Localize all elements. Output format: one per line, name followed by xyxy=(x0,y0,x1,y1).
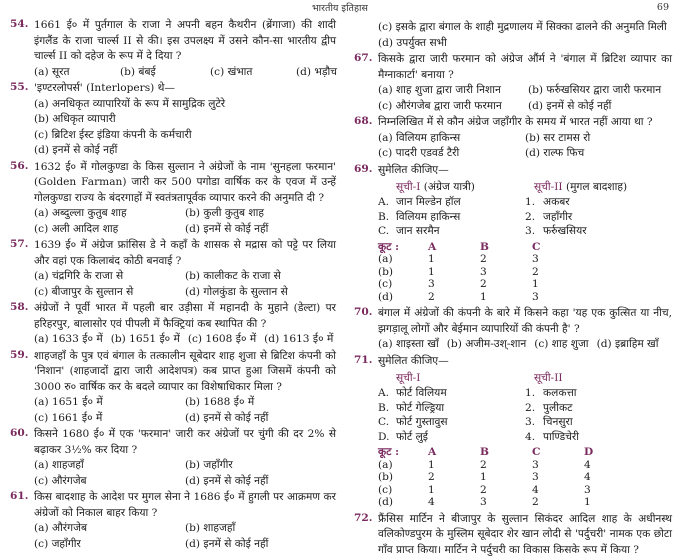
question-66-continuation xyxy=(354,20,672,51)
question-text: शाहजहाँ के पुत्र एवं बंगाल के तत्कालीन सूबेदार शाह शुजा से ब्रिटिश कंपनी को 'निशान' (शाहजादों द्वारा जारी आदेशपत्र) कब प्राप्त हुआ जिसमें कंपनी को 3000 रु० वार्षिक कर के बदले व्यापार का विशेषाधिकार मिला ? xyxy=(34,349,336,393)
question-number: 57. xyxy=(10,238,29,250)
question-60 xyxy=(10,427,336,489)
option-a: (a) 1651 ई० में xyxy=(34,396,103,408)
options xyxy=(34,97,336,159)
code-row-c: (c) 3 2 1 xyxy=(378,278,539,290)
match-header xyxy=(378,180,672,195)
option-d: (d) इनमें से कोई नहीं xyxy=(34,144,118,156)
option-a: (a) चंद्रगिरि के राजा से xyxy=(34,270,124,282)
code-table xyxy=(378,241,672,304)
options xyxy=(378,337,672,353)
option-b: (b) अजीम-उश्-शान xyxy=(446,338,527,350)
option-b: (b) बंबई xyxy=(120,65,156,78)
question-text: किस बादशाह के आदेश पर मुगल सेना ने 1686 ई० में हुगली पर आक्रमण कर अंग्रेजों को निकाल बाहर किया ? xyxy=(34,491,336,519)
option-c: (c) औरंगजेब द्वारा जारी फरमान xyxy=(378,99,502,112)
match-row-left: A. फोर्ट विलियम xyxy=(378,387,447,399)
list-1-subheading: (अंग्रेज यात्री) xyxy=(423,181,475,193)
match-row-right: 2. पुलीकट xyxy=(525,401,573,414)
options xyxy=(34,206,336,237)
match-row-right: 3. चिनसुरा xyxy=(525,416,573,428)
question-number: 67. xyxy=(354,52,373,64)
option-d: (d) इब्राहिम खाँ xyxy=(596,338,659,350)
options xyxy=(378,83,672,114)
page-header xyxy=(0,0,681,14)
right-column xyxy=(354,20,672,559)
question-number: 58. xyxy=(10,301,29,313)
list-1-heading: सूची-I xyxy=(396,181,421,193)
option-a: (a) अब्दुल्ला कुतुब शाह xyxy=(34,207,127,219)
question-text: 'इण्टरलोपर्स' (Interlopers) थे— xyxy=(34,82,175,94)
option-d: (d) इनमें से कोई नहीं xyxy=(185,474,269,487)
option-a: (a) शाइस्ता खाँ xyxy=(378,338,439,350)
option-d: (d) राल्फ फिच xyxy=(525,147,585,159)
option-b: (b) शाहजहाँ xyxy=(185,522,236,534)
match-row-right: 1. अकबर xyxy=(525,196,570,208)
list-2-heading: सूची-II xyxy=(534,181,563,193)
question-58 xyxy=(10,301,336,348)
question-text: 1632 ई० में गोलकुण्डा के किस सुल्तान ने अंग्रेजों के नाम 'सुनहला फरमान' (Golden Farman) जारी कर 500 पगोडा वार्षिक कर के एवज में उन्हें गोलकुण्डा राज्य के बंदरगाहों में स्वतंत्रतापूर्वक व्यापार करने की अनुमति दी ? xyxy=(34,160,336,204)
option-c: (c) बीजापुर के सुल्तान से xyxy=(34,285,134,298)
option-a: (a) सूरत xyxy=(34,65,70,78)
question-text: किसके द्वारा जारी फरमान को अंग्रेज औंर्म ने 'बंगाल में ब्रिटिश व्यापार का मैग्नाकार्टा' बनाया ? xyxy=(378,53,672,81)
question-text: किसने 1680 ई० में एक 'फरमान' जारी कर अंग्रेजों पर चुंगी की दर 2% से बढ़ाकर 3½% कर दिया ? xyxy=(34,428,336,456)
option-a: (a) अनधिकृत व्यापारियों के रूप में सामुद्रिक लुटेरे xyxy=(34,97,226,110)
question-71 xyxy=(354,354,672,509)
option-c: (c) अली आदिल शाह xyxy=(34,222,119,235)
code-row-b: (b) 1 3 2 xyxy=(378,265,539,278)
match-row-left: D. फोर्ट लुई xyxy=(378,430,429,443)
left-column xyxy=(10,18,336,553)
option-b: (b) जहाँगीर xyxy=(185,459,233,471)
question-text: अंग्रेजों ने पूर्वी भारत में पहली बार उड़ीसा में महानदी के मुहाने (डेल्टा) पर हरिहरपुर, बालासोर एवं पीपली में फैक्ट्रियां कब स्थापित की ? xyxy=(34,302,336,330)
code-header: कूट : A B C xyxy=(378,240,541,253)
code-header: कूट : A B C D xyxy=(378,446,594,458)
question-number: 68. xyxy=(354,115,373,127)
question-number: 54. xyxy=(10,18,29,30)
question-number: 69. xyxy=(354,162,373,175)
question-number: 60. xyxy=(10,427,29,439)
question-number: 56. xyxy=(10,159,29,172)
option-b: (b) कुली कुतुब शाह xyxy=(185,207,265,219)
question-number: 72. xyxy=(354,511,373,524)
option-d: (d) उपर्युक्त सभी xyxy=(378,36,447,49)
option-d: (d) भड़ौच xyxy=(296,65,338,78)
question-text: फ्रैंसिस मार्टिन ने बीजापुर के सुल्तान सिकंदर आदिल शाह के अधीनस्थ वलिकोण्डपुरम के मुस्लिम सूबेदार शेर खान लोदी से 'पर्दुचरी' नामक एक छोटा गाँव प्राप्त किया। मार्टिन ने पर्दुचरी का विकास किसके रूप में किया ? xyxy=(378,512,672,556)
list-1-heading: सूची-I xyxy=(396,372,421,384)
options xyxy=(34,521,336,552)
list-2-subheading: (मुगल बादशाह) xyxy=(565,181,628,193)
option-c: (c) औरंगजेब xyxy=(34,474,87,487)
option-a: (a) शाहजहाँ xyxy=(34,459,84,471)
question-number: 59. xyxy=(10,348,29,361)
option-d: (d) इनमें से कोई नहीं xyxy=(185,411,269,424)
option-c: (c) जहाँगीर xyxy=(34,537,81,550)
question-text: 1661 ई० में पुर्तगाल के राजा ने अपनी बहन कैथरीन (ब्रेंगाजा) की शादी इंगलैंड के राजा चार्ल्स II से की। इस उपलक्ष्य में उसने कौन-सा भारतीय द्वीप चार्ल्स II को दहेज के रूप में दे दिया ? xyxy=(34,19,336,62)
question-68 xyxy=(354,115,672,162)
option-b: (b) फर्रुखसियर द्वारा जारी फरमान xyxy=(528,84,662,96)
option-d: (d) 1613 ई० में xyxy=(264,333,334,345)
option-b: (b) 1688 ई० में xyxy=(185,396,255,408)
options xyxy=(378,131,672,162)
option-a: (a) 1633 ई० में xyxy=(34,333,103,345)
match-row-right: 1. कलकत्ता xyxy=(525,387,577,399)
question-text: निम्नलिखित में से कौन अंग्रेज जहाँगीर के समय में भारत नहीं आया था ? xyxy=(378,116,653,128)
match-row-left: C. जान सरमैन xyxy=(378,225,440,237)
running-head: भारतीय इतिहास xyxy=(312,3,368,14)
match-rows xyxy=(378,386,672,444)
question-text: बंगाल में अंग्रेजों की कंपनी के बारे में किसने कहा 'यह एक कुत्सित या नीच, झगड़ालू लोगों और बेईमान व्यापारियों की कंपनी है' ? xyxy=(378,307,672,335)
option-d: (d) इनमें से कोई नहीं xyxy=(528,99,612,112)
question-61 xyxy=(10,490,336,552)
option-b: (b) 1651 ई० में xyxy=(110,333,180,345)
list-2-heading: सूची-II xyxy=(534,372,563,384)
option-d: (d) गोलकुंडा के सुल्तान से xyxy=(185,285,288,298)
option-c: (c) 1608 ई० में xyxy=(187,333,257,345)
code-row-a: (a) 1 2 3 4 xyxy=(378,458,591,471)
question-text: सुमेलित कीजिए— xyxy=(378,354,449,367)
option-b: (b) अधिकृत व्यापारी xyxy=(34,113,116,125)
match-row-right: 4. पाण्डिचेरी xyxy=(525,430,580,443)
page-number: 69 xyxy=(656,2,669,13)
question-number: 71. xyxy=(354,353,373,366)
options xyxy=(34,395,336,426)
question-text: सुमेलित कीजिए— xyxy=(378,163,449,176)
options xyxy=(34,458,336,489)
option-b: (b) सर टामस रो xyxy=(525,131,591,144)
question-57 xyxy=(10,238,336,300)
code-row-d: (d) 2 1 3 xyxy=(378,290,539,303)
option-c: (c) इसके द्वारा बंगाल के शाही मुद्रणालय में सिक्का ढालने की अनुमति मिली xyxy=(378,21,667,33)
match-rows xyxy=(378,195,672,239)
code-row-d: (d) 4 3 2 1 xyxy=(378,496,591,508)
question-text: 1639 ई० में अंग्रेज फ्रांसिस डे ने कहाँ के शासक से मद्रास को पट्टे पर लिया और वहां एक किलाबंद कोठी बनवाई ? xyxy=(34,239,336,267)
question-59 xyxy=(10,349,336,427)
question-number: 55. xyxy=(10,81,29,93)
options xyxy=(34,269,336,300)
option-a: (a) औरंगजेब xyxy=(34,522,87,534)
code-table xyxy=(378,446,672,509)
option-a: (a) शाह शुजा द्वारा जारी निशान xyxy=(378,84,501,96)
match-row-right: 3. फर्रुखसियर xyxy=(525,225,587,237)
match-row-left: B. फोर्ट गेल्ड्रिया xyxy=(378,401,445,414)
option-d: (d) इनमें से कोई नहीं xyxy=(185,222,269,235)
question-54 xyxy=(10,18,336,80)
code-row-a: (a) 1 2 3 xyxy=(378,253,539,265)
question-69 xyxy=(354,163,672,304)
option-c: (c) 1661 ई० में xyxy=(34,411,103,424)
match-row-left: C. फोर्ट गुस्तावुस xyxy=(378,416,448,428)
options xyxy=(34,65,336,81)
question-55 xyxy=(10,81,336,159)
question-number: 70. xyxy=(354,306,373,318)
match-row-right: 2. जहाँगीर xyxy=(525,210,573,223)
options xyxy=(34,332,336,348)
question-67 xyxy=(354,52,672,114)
option-d: (d) इनमें से कोई नहीं xyxy=(185,537,269,550)
code-row-b: (b) 2 1 3 4 xyxy=(378,471,591,483)
match-header xyxy=(378,371,672,386)
option-c: (c) खंभात xyxy=(210,65,253,78)
option-c: (c) पादरी एडवर्ड टैरी xyxy=(378,147,460,159)
code-row-c: (c) 1 2 4 3 xyxy=(378,483,591,496)
option-c: (c) शाह शुजा xyxy=(534,338,589,350)
option-c: (c) ब्रिटिश ईस्ट इंडिया कंपनी के कर्मचारी xyxy=(34,128,192,141)
question-56 xyxy=(10,160,336,238)
option-b: (b) कालीकट के राजा से xyxy=(185,270,281,282)
question-72 xyxy=(354,512,672,559)
option-a: (a) विलियम हाकिन्स xyxy=(378,131,461,144)
match-row-left: A. जान मिल्डेन हॉल xyxy=(378,196,461,208)
question-70 xyxy=(354,306,672,353)
question-number: 61. xyxy=(10,490,29,502)
match-row-left: B. विलियम हाकिन्स xyxy=(378,210,461,223)
